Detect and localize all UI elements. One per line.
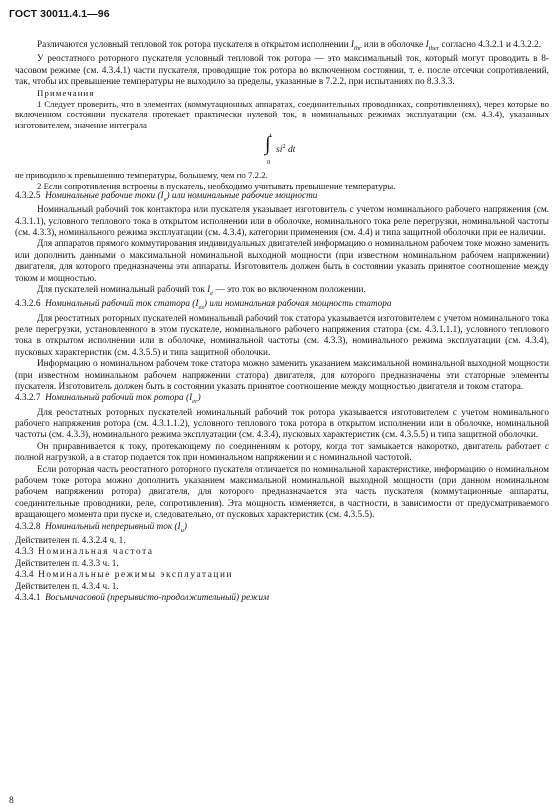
title-text: ) или номинальные рабочие мощности: [166, 190, 318, 201]
title-text: ): [183, 521, 187, 532]
integral-upper-limit: t: [270, 132, 272, 140]
title-text: Номинальный непрерывный ток (I: [45, 521, 181, 532]
subscript: e: [163, 195, 167, 203]
section-4328-ref: Действителен п. 4.3.2.4 ч. 1.: [15, 535, 126, 546]
document-body: [15, 40, 549, 604]
text: Для пускателей номинальный рабочий ток: [37, 285, 208, 295]
document-header: ГОСТ 30011.4.1—96: [9, 8, 110, 20]
integrand: si: [276, 145, 283, 156]
text: или в оболочке: [361, 40, 426, 50]
subscript: u: [180, 526, 184, 534]
section-4325-p2: Для аппаратов прямого коммутирования индивидуальных двигателей информацию о номинальном рабочем токе можно заменить или дополнить данными о максимальной номинальной выходной мощности (при известном номинальном рабочем напряжении) двигателя, для которого предназначены эти аппараты. Изготовитель должен быть в состоянии указать принятое соотношение между током и мощностью.: [15, 239, 549, 284]
subscript: ther: [428, 44, 440, 52]
integral-lower-limit: 0: [267, 159, 271, 167]
title-text: Номинальные рабочие токи (I: [45, 190, 164, 201]
section-4326-p1: Для реостатных роторных пускателей номинальный рабочий ток статора указывается изготовителем с учетом номинального тока реле перегрузки, установленного в этом пускателе, номинального рабочего напряжения статора (см. 4.3.1.1.1), условного теплового тока в открытом исполнении или в оболочке, номинальной частоты (см. 4.3.3), номинального режима эксплуатации (см. 4.3.4), пусковых характеристик (см. 4.3.5.5) и типа защитной оболочки.: [15, 313, 549, 358]
symbol: I: [425, 40, 429, 50]
section-title: Номинальные режимы эксплуатации: [38, 570, 234, 581]
title-text: ): [197, 393, 201, 404]
note-2: 2 Если сопротивления встроены в пускатель, необходимо учитывать превышение температуры.: [37, 180, 396, 191]
section-title: [45, 299, 392, 312]
note-1: 1 Следует проверить, что в элементах (коммутационных аппаратах, соединительных проводниках, сопротивлениях), через которые во включенном состоянии пускателя протекает практически нулевой ток, в номинальных режимах эксплуатации (см. 4.3.4), указанных изготовителем, значение интеграла: [15, 98, 549, 130]
section-4327-heading: [15, 393, 549, 407]
section-title: Восьмичасовой (прерывисто-продолжительный) режим: [45, 592, 270, 603]
section-4328-heading: [15, 522, 549, 536]
text: — это ток во включенном положении.: [213, 285, 366, 295]
section-4325-p1: Номинальный рабочий ток контактора или пускателя указывает изготовитель с учетом номинального рабочего напряжения (см. 4.3.1.1), условного теплового тока в открытом исполнении или в оболочке, номинального тока реле перегрузки, номинальной частоты (см. 4.3.3), номинального режима эксплуатации (см. 4.3.4), категории применения (см. 4.4) и типа защитной оболочки при ее наличии.: [15, 205, 549, 238]
section-number: 4.3.2.7: [15, 393, 41, 404]
subscript: er: [192, 398, 198, 406]
section-4327-p3: Если роторная часть реостатного роторного пускателя отличается по номинальной характеристике, информацию о номинальном рабочем токе ротора можно дополнить указанием максимальной номинальной выходной мощности (при данном номинальном рабочем напряжении ротора) двигателя, для которого предназначается эта часть пускателя (коммутационные аппараты, соединительные проводники, реле, сопротивления). Эта мощность изменяется, в частности, в зависимости от предусматриваемого вращающего момента при пуске и, следовательно, от пусковых характеристик (см. 4.3.5.5).: [15, 464, 549, 521]
section-4326-heading: [15, 299, 549, 313]
integral-expression: [276, 141, 295, 157]
section-title: [45, 191, 317, 201]
symbol: I: [350, 40, 354, 50]
section-434-heading: [15, 570, 549, 581]
symbol-i-thr: [351, 40, 362, 50]
section-4325-p3: [15, 285, 549, 299]
section-433-ref: Действителен п. 4.3.3 ч. 1.: [15, 558, 119, 569]
section-4327-p1: Для реостатных роторных пускателей номинальный рабочий ток ротора указывается изготовителем с учетом номинального рабочего напряжения ротора (см. 4.3.1.1.2), условного теплового тока ротора в открытом исполнении или в оболочке, номинальной частоты (см. 4.3.3), номинального режима эксплуатации (см. 4.3.4), пусковых характеристик (см. 4.3.5.5) и типа защитной оболочки.: [15, 407, 549, 441]
integral-formula: [265, 130, 365, 170]
paragraph-thermal-current: [15, 40, 549, 54]
section-title: [45, 393, 201, 406]
symbol: I: [207, 285, 211, 295]
section-number: 4.3.3: [15, 547, 34, 558]
notes-heading: Примечания: [37, 88, 95, 99]
section-number: 4.3.4: [15, 570, 34, 581]
integral-sign: ∫: [265, 133, 271, 156]
exponent: 2: [282, 143, 286, 151]
title-text: Номинальный рабочий ток статора (I: [45, 299, 199, 310]
section-433-heading: [15, 547, 549, 558]
subscript: es: [198, 304, 204, 312]
title-text: Номинальный рабочий ток ротора (I: [45, 393, 193, 404]
section-number: 4.3.2.8: [15, 521, 41, 532]
section-title: [45, 522, 187, 532]
subscript: thr: [353, 44, 362, 52]
section-4327-p2: Он приравнивается к току, протекающему по соединениям к ротору, когда тот замыкается накоротко, двигатель работает с полной нагрузкой, а в статор подается ток при номинальном напряжении и с номинальной частотой.: [15, 441, 549, 464]
section-434-ref: Действителен п. 4.3.4 ч. 1.: [15, 581, 119, 592]
differential: dt: [285, 145, 296, 156]
subscript: e: [210, 289, 214, 297]
section-number: 4.3.2.5: [15, 190, 41, 201]
title-text: ) или номинальная рабочая мощность статора: [203, 299, 392, 310]
paragraph-rheostatic-rotor: У реостатного роторного пускателя условный тепловой ток ротора — это максимальный ток, который могут проводить в 8-часовом режиме (см. 4.3.4.1) части пускателя, проводящие ток ротора во включенном состоянии, т. е. после отсечки сопротивлений, так, чтобы их превышение температуры не выходило за пределы, указанные в 7.2.2, при испытаниях по 8.3.3.3.: [15, 54, 549, 88]
text: Различаются условный тепловой ток ротора пускателя в открытом исполнении: [37, 40, 351, 50]
section-4326-p2: Информацию о номинальном рабочем токе статора можно заменить указанием максимальной номинальной выходной мощности (при известном номинальном рабочем напряжении статора) двигателя, для которого предназначены эти статорные элементы пускателя. Изготовитель должен быть в состоянии указать принятое соотношение между мощностью двигателя и током статора.: [15, 359, 549, 392]
text: согласно 4.3.2.1 и 4.3.2.2.: [439, 40, 542, 50]
section-number: 4.3.4.1: [15, 592, 41, 603]
section-4341-heading: [15, 593, 549, 604]
section-title: Номинальная частота: [38, 547, 154, 558]
section-number: 4.3.2.6: [15, 299, 41, 310]
page-number: 8: [9, 796, 14, 806]
section-4325-heading: [15, 191, 549, 205]
symbol-i-ther: [426, 40, 440, 50]
note-1-end: не приводило к превышению температуры, большему, чем по 7.2.2.: [15, 170, 268, 181]
